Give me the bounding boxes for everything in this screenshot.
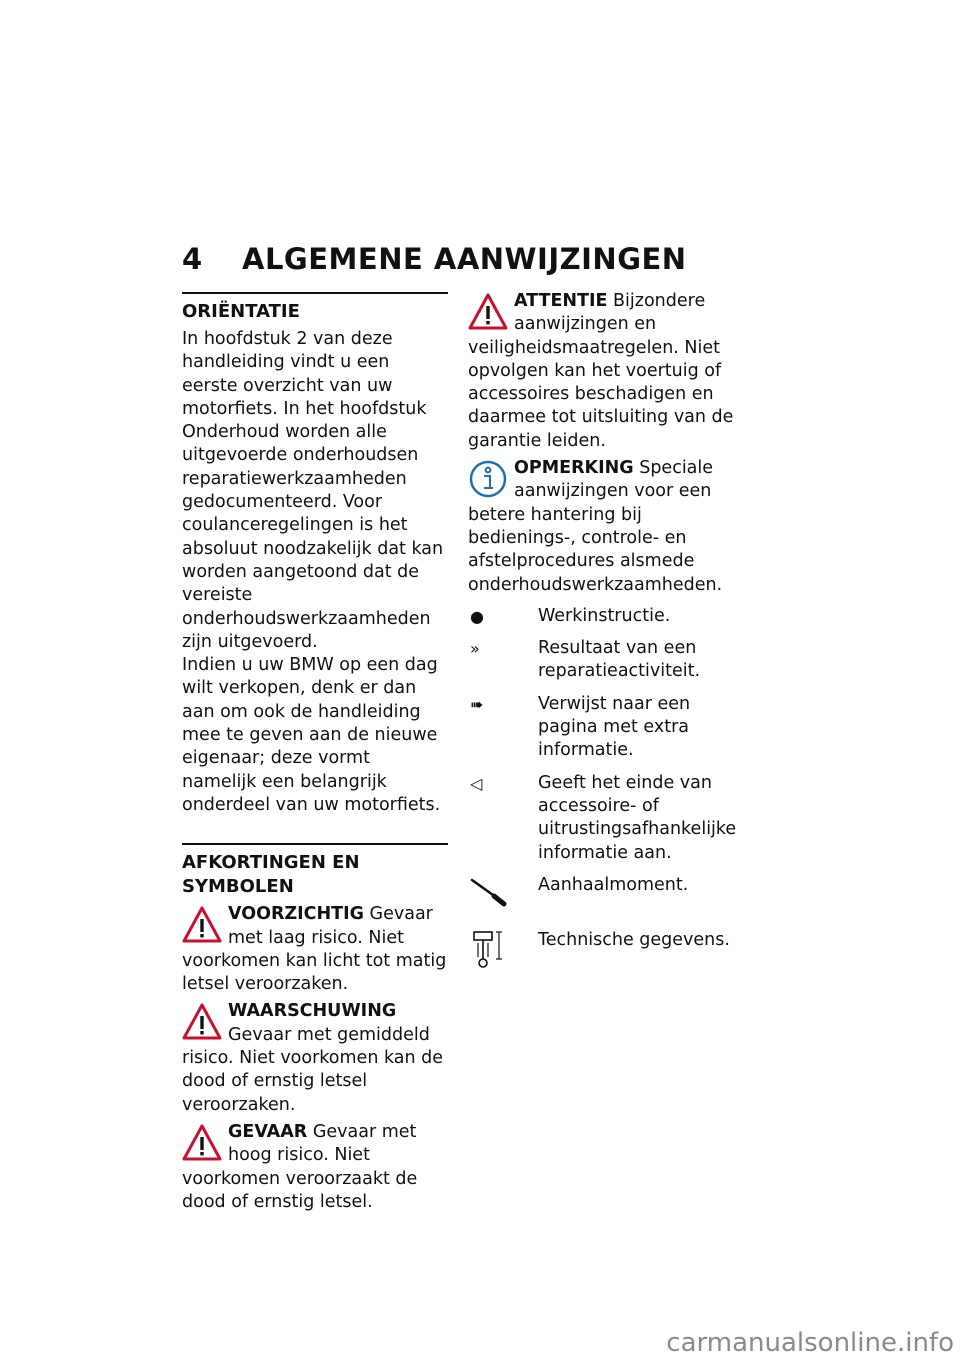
notice-opmerking bbox=[468, 457, 736, 597]
bullet-icon: ● bbox=[470, 606, 484, 626]
legend-row bbox=[468, 929, 736, 975]
legend-text: Werkinstructie. bbox=[538, 605, 671, 626]
notice-text: Bijzondere aanwijzingen en veiligheidsmaatregelen. Niet opvolgen kan het voertuig of accessoires beschadigen en daarmee tot uitsluiting van de garantie leiden. bbox=[468, 291, 734, 451]
notice-attentie bbox=[468, 290, 736, 453]
chapter-title-text: ALGEMENE AANWIJZINGEN bbox=[242, 242, 687, 276]
legend-text: Verwijst naar een pagina met extra informatie. bbox=[538, 693, 691, 761]
legend-text: Resultaat van een reparatieactiviteit. bbox=[538, 638, 701, 682]
legend-text: Aanhaalmoment. bbox=[538, 874, 689, 895]
warning-triangle-icon bbox=[182, 1123, 222, 1163]
page-reference-icon: ➠ bbox=[470, 694, 484, 714]
notice-text: Gevaar met gemiddeld risico. Niet voorkomen kan de dood of ernstig letsel veroorzaken. bbox=[182, 1024, 444, 1115]
watermark: carmanualsonline.info bbox=[666, 1328, 954, 1358]
result-icon: » bbox=[470, 639, 480, 659]
right-column bbox=[468, 290, 736, 984]
legend-row bbox=[468, 637, 736, 684]
section-heading-orientatie: ORIËNTATIE bbox=[182, 301, 300, 322]
notice-text: Gevaar met laag risico. Niet voorkomen kan licht tot matig letsel veroorzaken. bbox=[182, 904, 447, 995]
section-divider bbox=[182, 292, 448, 294]
symbol-legend bbox=[468, 605, 736, 975]
chapter-title bbox=[182, 242, 687, 276]
orientatie-paragraph-1: In hoofdstuk 2 van deze handleiding vindt u een eerste overzicht van uw motorfiets. In het hoofdstuk Onderhoud worden alle uitgevoerde onderhoudsen reparatiewerkzaamheden gedocumenteerd. Voor coulanceregelingen is het absoluut noodzakelijk dat kan worden aangetoond dat de vereiste onderhoudswerkzaamheden zijn uitgevoerd. bbox=[182, 329, 444, 652]
notice-label: OPMERKING bbox=[514, 458, 634, 479]
technical-data-icon bbox=[470, 929, 504, 969]
notice-text: Speciale aanwijzingen voor een betere hantering bij bedienings-, controle- en afstelprocedures alsmede onderhoudswerkzaamheden. bbox=[468, 458, 723, 595]
legend-row bbox=[468, 874, 736, 920]
notice-gevaar bbox=[182, 1121, 448, 1214]
legend-row bbox=[468, 693, 736, 763]
torque-wrench-icon bbox=[470, 874, 510, 908]
notice-label: ATTENTIE bbox=[514, 291, 608, 311]
chapter-number: 4 bbox=[182, 242, 203, 276]
section-divider bbox=[182, 843, 448, 845]
notice-label: VOORZICHTIG bbox=[228, 904, 364, 925]
notice-voorzichtig bbox=[182, 903, 448, 996]
notice-text: Gevaar met hoog risico. Niet voorkomen veroorzaakt de dood of ernstig letsel. bbox=[182, 1121, 418, 1212]
notice-waarschuwing bbox=[182, 1000, 448, 1116]
legend-row bbox=[468, 772, 736, 865]
notice-label: GEVAAR bbox=[228, 1121, 308, 1142]
warning-triangle-icon bbox=[182, 1002, 222, 1042]
left-column bbox=[182, 292, 448, 1216]
end-marker-icon: ◁ bbox=[470, 773, 483, 793]
notice-label: WAARSCHUWING bbox=[228, 1001, 397, 1022]
legend-text: Technische gegevens. bbox=[538, 929, 730, 950]
section-heading-afkortingen: AFKORTINGEN EN SYMBOLEN bbox=[182, 852, 360, 898]
info-icon bbox=[468, 459, 508, 499]
orientatie-paragraph-2: Indien u uw BMW op een dag wilt verkopen, denk er dan aan om ook de handleiding mee te geven aan de nieuwe eigenaar; deze vormt namelijk een belangrijk onderdeel van uw motorfiets. bbox=[182, 655, 441, 815]
legend-text: Geeft het einde van accessoire- of uitrustingsafhankelijke informatie aan. bbox=[538, 772, 737, 863]
warning-triangle-icon bbox=[182, 905, 222, 945]
legend-row bbox=[468, 605, 736, 628]
warning-triangle-icon bbox=[468, 292, 508, 332]
